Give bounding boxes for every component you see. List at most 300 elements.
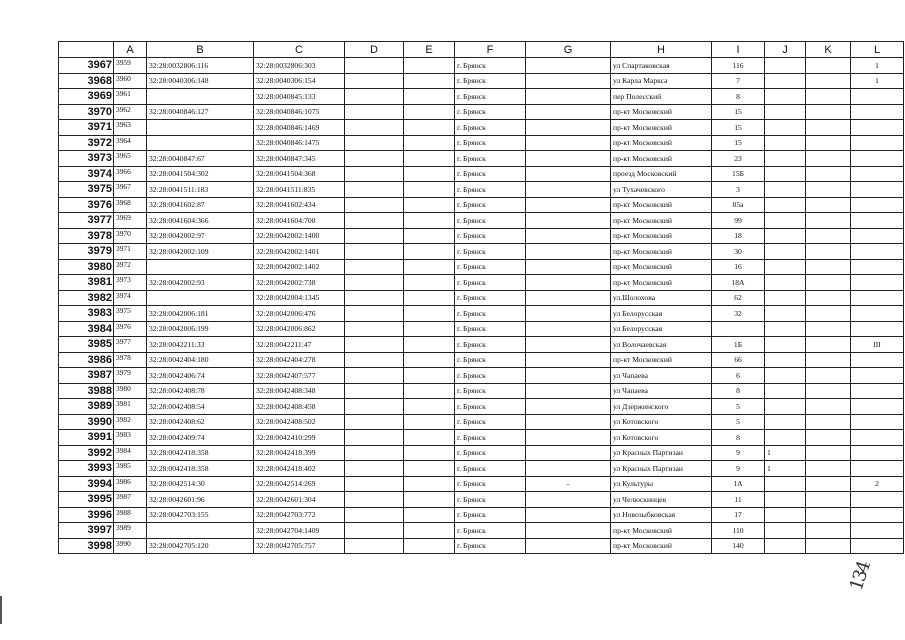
cell-e[interactable] [404,352,455,368]
cell-i[interactable]: 62 [712,290,765,306]
cell-h[interactable]: ул Культуры [611,476,712,492]
cell-e[interactable] [404,523,455,539]
row-number[interactable]: 3993 [59,461,114,477]
cell-b[interactable]: 32:28:0040306:148 [147,73,254,89]
cell-h[interactable]: проезд Московский [611,166,712,182]
cell-j[interactable] [765,244,806,260]
cell-f[interactable]: г. Брянск [455,523,526,539]
cell-h[interactable]: пер Полесский [611,89,712,105]
cell-e[interactable] [404,228,455,244]
cell-j[interactable] [765,58,806,74]
cell-i[interactable]: 32 [712,306,765,322]
cell-c[interactable]: 32:28:0042002:738 [254,275,345,291]
cell-d[interactable] [345,151,404,167]
cell-l[interactable] [851,197,904,213]
cell-f[interactable]: г. Брянск [455,259,526,275]
cell-h[interactable]: ул Белорусская [611,306,712,322]
cell-g[interactable] [526,290,611,306]
cell-l[interactable] [851,414,904,430]
column-header-b[interactable]: B [147,42,254,58]
cell-e[interactable] [404,120,455,136]
cell-e[interactable] [404,275,455,291]
cell-c[interactable]: 32:28:0042408:348 [254,383,345,399]
cell-c[interactable]: 32:28:0042211:47 [254,337,345,353]
row-number[interactable]: 3969 [59,89,114,105]
cell-f[interactable]: г. Брянск [455,275,526,291]
cell-e[interactable] [404,89,455,105]
cell-c[interactable]: 32:28:0042408:458 [254,399,345,415]
cell-d[interactable] [345,492,404,508]
cell-i[interactable]: 30 [712,244,765,260]
cell-k[interactable] [806,228,851,244]
cell-k[interactable] [806,430,851,446]
cell-k[interactable] [806,399,851,415]
cell-e[interactable] [404,337,455,353]
cell-c[interactable]: 32:28:0040306:154 [254,73,345,89]
row-number[interactable]: 3979 [59,244,114,260]
cell-f[interactable]: г. Брянск [455,399,526,415]
cell-h[interactable]: ул Карла Маркса [611,73,712,89]
cell-g[interactable] [526,197,611,213]
cell-j[interactable] [765,414,806,430]
row-number[interactable]: 3972 [59,135,114,151]
cell-e[interactable] [404,58,455,74]
cell-f[interactable]: г. Брянск [455,213,526,229]
cell-l[interactable] [851,89,904,105]
cell-a[interactable]: 3968 [114,197,147,213]
cell-d[interactable] [345,120,404,136]
cell-a[interactable]: 3974 [114,290,147,306]
cell-k[interactable] [806,182,851,198]
cell-j[interactable] [765,399,806,415]
cell-j[interactable] [765,337,806,353]
cell-e[interactable] [404,290,455,306]
cell-e[interactable] [404,306,455,322]
cell-d[interactable] [345,228,404,244]
cell-k[interactable] [806,104,851,120]
cell-g[interactable] [526,352,611,368]
cell-c[interactable]: 32:28:0042601:304 [254,492,345,508]
cell-h[interactable]: пр-кт Московский [611,228,712,244]
row-number[interactable]: 3998 [59,538,114,554]
row-number[interactable]: 3994 [59,476,114,492]
cell-l[interactable]: 1 [851,58,904,74]
cell-g[interactable] [526,321,611,337]
cell-e[interactable] [404,197,455,213]
cell-d[interactable] [345,306,404,322]
cell-k[interactable] [806,414,851,430]
cell-h[interactable]: пр-кт Московский [611,197,712,213]
cell-h[interactable]: ул Котовского [611,414,712,430]
cell-c[interactable]: 32:28:0042705:757 [254,538,345,554]
cell-l[interactable] [851,461,904,477]
cell-i[interactable]: 5 [712,414,765,430]
cell-g[interactable] [526,461,611,477]
cell-i[interactable]: 9 [712,461,765,477]
cell-k[interactable] [806,445,851,461]
cell-i[interactable]: 18 [712,228,765,244]
cell-j[interactable] [765,275,806,291]
cell-f[interactable]: г. Брянск [455,166,526,182]
cell-a[interactable]: 3985 [114,461,147,477]
cell-f[interactable]: г. Брянск [455,197,526,213]
cell-k[interactable] [806,120,851,136]
cell-h[interactable]: пр-кт Московский [611,275,712,291]
cell-g[interactable] [526,445,611,461]
cell-h[interactable]: ул Волочаевская [611,337,712,353]
cell-e[interactable] [404,135,455,151]
cell-k[interactable] [806,492,851,508]
cell-c[interactable]: 32:28:0041602:434 [254,197,345,213]
cell-f[interactable]: г. Брянск [455,430,526,446]
cell-a[interactable]: 3965 [114,151,147,167]
cell-j[interactable] [765,383,806,399]
cell-d[interactable] [345,523,404,539]
row-number[interactable]: 3997 [59,523,114,539]
row-number[interactable]: 3970 [59,104,114,120]
cell-h[interactable]: пр-кт Московский [611,523,712,539]
cell-e[interactable] [404,104,455,120]
cell-f[interactable]: г. Брянск [455,58,526,74]
cell-k[interactable] [806,197,851,213]
cell-f[interactable]: г. Брянск [455,306,526,322]
cell-g[interactable] [526,104,611,120]
cell-h[interactable]: пр-кт Московский [611,244,712,260]
column-header-h[interactable]: H [611,42,712,58]
cell-c[interactable]: 32:28:0042002:1400 [254,228,345,244]
cell-c[interactable]: 32:28:0042006:862 [254,321,345,337]
row-number[interactable]: 3968 [59,73,114,89]
cell-e[interactable] [404,507,455,523]
cell-f[interactable]: г. Брянск [455,337,526,353]
cell-k[interactable] [806,368,851,384]
cell-b[interactable]: 32:28:0042408:54 [147,399,254,415]
cell-b[interactable]: 32:28:0042409:74 [147,430,254,446]
cell-h[interactable]: пр-кт Московский [611,259,712,275]
row-number[interactable]: 3974 [59,166,114,182]
cell-j[interactable]: 1 [765,461,806,477]
cell-h[interactable]: пр-кт Московский [611,104,712,120]
cell-l[interactable] [851,492,904,508]
cell-e[interactable] [404,399,455,415]
cell-a[interactable]: 3990 [114,538,147,554]
row-number[interactable]: 3971 [59,120,114,136]
cell-j[interactable] [765,507,806,523]
cell-l[interactable]: III [851,337,904,353]
cell-f[interactable]: г. Брянск [455,135,526,151]
cell-j[interactable] [765,523,806,539]
cell-i[interactable]: 8 [712,383,765,399]
column-header-c[interactable]: C [254,42,345,58]
cell-l[interactable] [851,290,904,306]
row-number[interactable]: 3988 [59,383,114,399]
row-number[interactable]: 3995 [59,492,114,508]
cell-k[interactable] [806,306,851,322]
cell-j[interactable] [765,306,806,322]
cell-c[interactable]: 32:28:0042002:1401 [254,244,345,260]
cell-g[interactable] [526,337,611,353]
cell-k[interactable] [806,507,851,523]
column-header-l[interactable]: L [851,42,904,58]
cell-a[interactable]: 3960 [114,73,147,89]
cell-l[interactable] [851,538,904,554]
cell-d[interactable] [345,135,404,151]
cell-g[interactable] [526,73,611,89]
cell-l[interactable] [851,259,904,275]
cell-a[interactable]: 3967 [114,182,147,198]
cell-g[interactable] [526,306,611,322]
cell-a[interactable]: 3975 [114,306,147,322]
cell-j[interactable] [765,352,806,368]
cell-f[interactable]: г. Брянск [455,476,526,492]
cell-e[interactable] [404,476,455,492]
cell-i[interactable] [712,321,765,337]
cell-d[interactable] [345,368,404,384]
cell-i[interactable]: 15 [712,104,765,120]
column-header-i[interactable]: I [712,42,765,58]
cell-k[interactable] [806,58,851,74]
row-number[interactable]: 3991 [59,430,114,446]
row-number[interactable]: 3987 [59,368,114,384]
cell-c[interactable]: 32:28:0040846:1075 [254,104,345,120]
cell-i[interactable]: 11 [712,492,765,508]
cell-j[interactable] [765,228,806,244]
cell-i[interactable]: 15Б [712,166,765,182]
cell-j[interactable] [765,290,806,306]
row-number[interactable]: 3981 [59,275,114,291]
cell-i[interactable]: 8 [712,89,765,105]
cell-f[interactable]: г. Брянск [455,383,526,399]
cell-g[interactable] [526,135,611,151]
cell-d[interactable] [345,166,404,182]
cell-l[interactable] [851,399,904,415]
cell-a[interactable]: 3980 [114,383,147,399]
cell-b[interactable]: 32:28:0040846:127 [147,104,254,120]
cell-a[interactable]: 3976 [114,321,147,337]
cell-b[interactable]: 32:28:0041602:87 [147,197,254,213]
cell-d[interactable] [345,352,404,368]
cell-k[interactable] [806,321,851,337]
cell-j[interactable] [765,430,806,446]
cell-j[interactable] [765,166,806,182]
cell-k[interactable] [806,352,851,368]
cell-h[interactable]: пр-кт Московский [611,352,712,368]
cell-d[interactable] [345,290,404,306]
cell-i[interactable]: 85а [712,197,765,213]
column-header-f[interactable]: F [455,42,526,58]
row-number[interactable]: 3985 [59,337,114,353]
cell-k[interactable] [806,73,851,89]
cell-l[interactable] [851,182,904,198]
cell-k[interactable] [806,523,851,539]
cell-a[interactable]: 3962 [114,104,147,120]
cell-e[interactable] [404,383,455,399]
cell-f[interactable]: г. Брянск [455,182,526,198]
cell-b[interactable]: 32:28:0042006:199 [147,321,254,337]
cell-a[interactable]: 3989 [114,523,147,539]
cell-l[interactable] [851,507,904,523]
cell-h[interactable]: ул Котовского [611,430,712,446]
cell-h[interactable]: ул Белорусская [611,321,712,337]
column-header-d[interactable]: D [345,42,404,58]
cell-i[interactable]: 140 [712,538,765,554]
cell-k[interactable] [806,476,851,492]
cell-g[interactable] [526,399,611,415]
cell-i[interactable]: 1Б [712,337,765,353]
cell-c[interactable]: 32:28:0042407:577 [254,368,345,384]
cell-g[interactable] [526,523,611,539]
cell-f[interactable]: г. Брянск [455,244,526,260]
cell-g[interactable] [526,120,611,136]
cell-h[interactable]: пр-кт Московский [611,135,712,151]
cell-i[interactable]: 15 [712,120,765,136]
cell-f[interactable]: г. Брянск [455,445,526,461]
cell-b[interactable]: 32:28:0041504:302 [147,166,254,182]
cell-c[interactable]: 32:28:0042418:402 [254,461,345,477]
cell-h[interactable]: ул Дзержинского [611,399,712,415]
cell-f[interactable]: г. Брянск [455,461,526,477]
cell-j[interactable] [765,476,806,492]
cell-k[interactable] [806,259,851,275]
cell-b[interactable] [147,135,254,151]
cell-j[interactable] [765,321,806,337]
cell-e[interactable] [404,73,455,89]
row-number[interactable]: 3986 [59,352,114,368]
cell-l[interactable] [851,213,904,229]
cell-i[interactable]: 3 [712,182,765,198]
cell-h[interactable]: ул Челюскинцев [611,492,712,508]
cell-h[interactable]: ул Тухачевского [611,182,712,198]
cell-b[interactable]: 32:28:0042703:155 [147,507,254,523]
cell-c[interactable]: 32:28:0032806:303 [254,58,345,74]
cell-j[interactable] [765,538,806,554]
cell-e[interactable] [404,151,455,167]
cell-d[interactable] [345,182,404,198]
cell-j[interactable] [765,151,806,167]
cell-e[interactable] [404,244,455,260]
cell-a[interactable]: 3964 [114,135,147,151]
cell-h[interactable]: пр-кт Московский [611,120,712,136]
column-header-a[interactable]: A [114,42,147,58]
cell-i[interactable]: 17 [712,507,765,523]
cell-k[interactable] [806,244,851,260]
cell-d[interactable] [345,538,404,554]
cell-a[interactable]: 3970 [114,228,147,244]
cell-k[interactable] [806,290,851,306]
cell-c[interactable]: 32:28:0042410:299 [254,430,345,446]
cell-d[interactable] [345,197,404,213]
cell-g[interactable] [526,275,611,291]
cell-e[interactable] [404,166,455,182]
cell-f[interactable]: г. Брянск [455,228,526,244]
cell-c[interactable]: 32:28:0042703:772 [254,507,345,523]
cell-f[interactable]: г. Брянск [455,89,526,105]
cell-g[interactable] [526,166,611,182]
cell-d[interactable] [345,476,404,492]
cell-g[interactable] [526,244,611,260]
cell-b[interactable]: 32:28:0042418:358 [147,445,254,461]
cell-f[interactable]: г. Брянск [455,73,526,89]
cell-d[interactable] [345,414,404,430]
cell-a[interactable]: 3966 [114,166,147,182]
cell-a[interactable]: 3969 [114,213,147,229]
cell-l[interactable] [851,275,904,291]
row-number[interactable]: 3977 [59,213,114,229]
cell-g[interactable] [526,507,611,523]
cell-c[interactable]: 32:28:0041504:368 [254,166,345,182]
cell-a[interactable]: 3963 [114,120,147,136]
cell-j[interactable] [765,120,806,136]
cell-e[interactable] [404,259,455,275]
cell-f[interactable]: г. Брянск [455,507,526,523]
cell-g[interactable] [526,259,611,275]
cell-d[interactable] [345,461,404,477]
row-number[interactable]: 3967 [59,58,114,74]
cell-l[interactable] [851,228,904,244]
cell-f[interactable]: г. Брянск [455,538,526,554]
cell-a[interactable]: 3988 [114,507,147,523]
cell-l[interactable] [851,430,904,446]
cell-f[interactable]: г. Брянск [455,290,526,306]
cell-h[interactable]: ул.Шолохова [611,290,712,306]
cell-b[interactable]: 32:28:0042418:358 [147,461,254,477]
cell-d[interactable] [345,445,404,461]
cell-j[interactable] [765,73,806,89]
cell-i[interactable]: 23 [712,151,765,167]
cell-e[interactable] [404,445,455,461]
cell-b[interactable]: 32:28:0042002:109 [147,244,254,260]
cell-i[interactable]: 16 [712,259,765,275]
cell-l[interactable] [851,445,904,461]
cell-j[interactable] [765,182,806,198]
cell-f[interactable]: г. Брянск [455,104,526,120]
cell-k[interactable] [806,213,851,229]
cell-g[interactable] [526,383,611,399]
cell-f[interactable]: г. Брянск [455,120,526,136]
cell-h[interactable]: ул Красных Партизан [611,445,712,461]
cell-e[interactable] [404,213,455,229]
cell-b[interactable]: 32:28:0042404:180 [147,352,254,368]
cell-b[interactable] [147,120,254,136]
cell-c[interactable]: 32:28:0041604:708 [254,213,345,229]
cell-e[interactable] [404,414,455,430]
cell-l[interactable] [851,352,904,368]
cell-c[interactable]: 32:28:0042704:1409 [254,523,345,539]
cell-b[interactable]: 32:28:0032806:116 [147,58,254,74]
cell-b[interactable]: 32:28:0042601:96 [147,492,254,508]
cell-k[interactable] [806,151,851,167]
cell-b[interactable]: 32:28:0042211:33 [147,337,254,353]
cell-b[interactable]: 32:28:0040847:67 [147,151,254,167]
cell-e[interactable] [404,430,455,446]
cell-b[interactable] [147,523,254,539]
cell-g[interactable] [526,430,611,446]
cell-g[interactable] [526,414,611,430]
cell-l[interactable] [851,135,904,151]
cell-b[interactable]: 32:28:0041604:366 [147,213,254,229]
cell-f[interactable]: г. Брянск [455,368,526,384]
corner-header[interactable] [59,42,114,58]
cell-d[interactable] [345,58,404,74]
cell-i[interactable]: 9 [712,445,765,461]
cell-j[interactable] [765,89,806,105]
row-number[interactable]: 3980 [59,259,114,275]
cell-c[interactable]: 32:28:0040846:1469 [254,120,345,136]
cell-j[interactable] [765,197,806,213]
cell-b[interactable]: 32:28:0042002:93 [147,275,254,291]
cell-a[interactable]: 3981 [114,399,147,415]
cell-a[interactable]: 3978 [114,352,147,368]
